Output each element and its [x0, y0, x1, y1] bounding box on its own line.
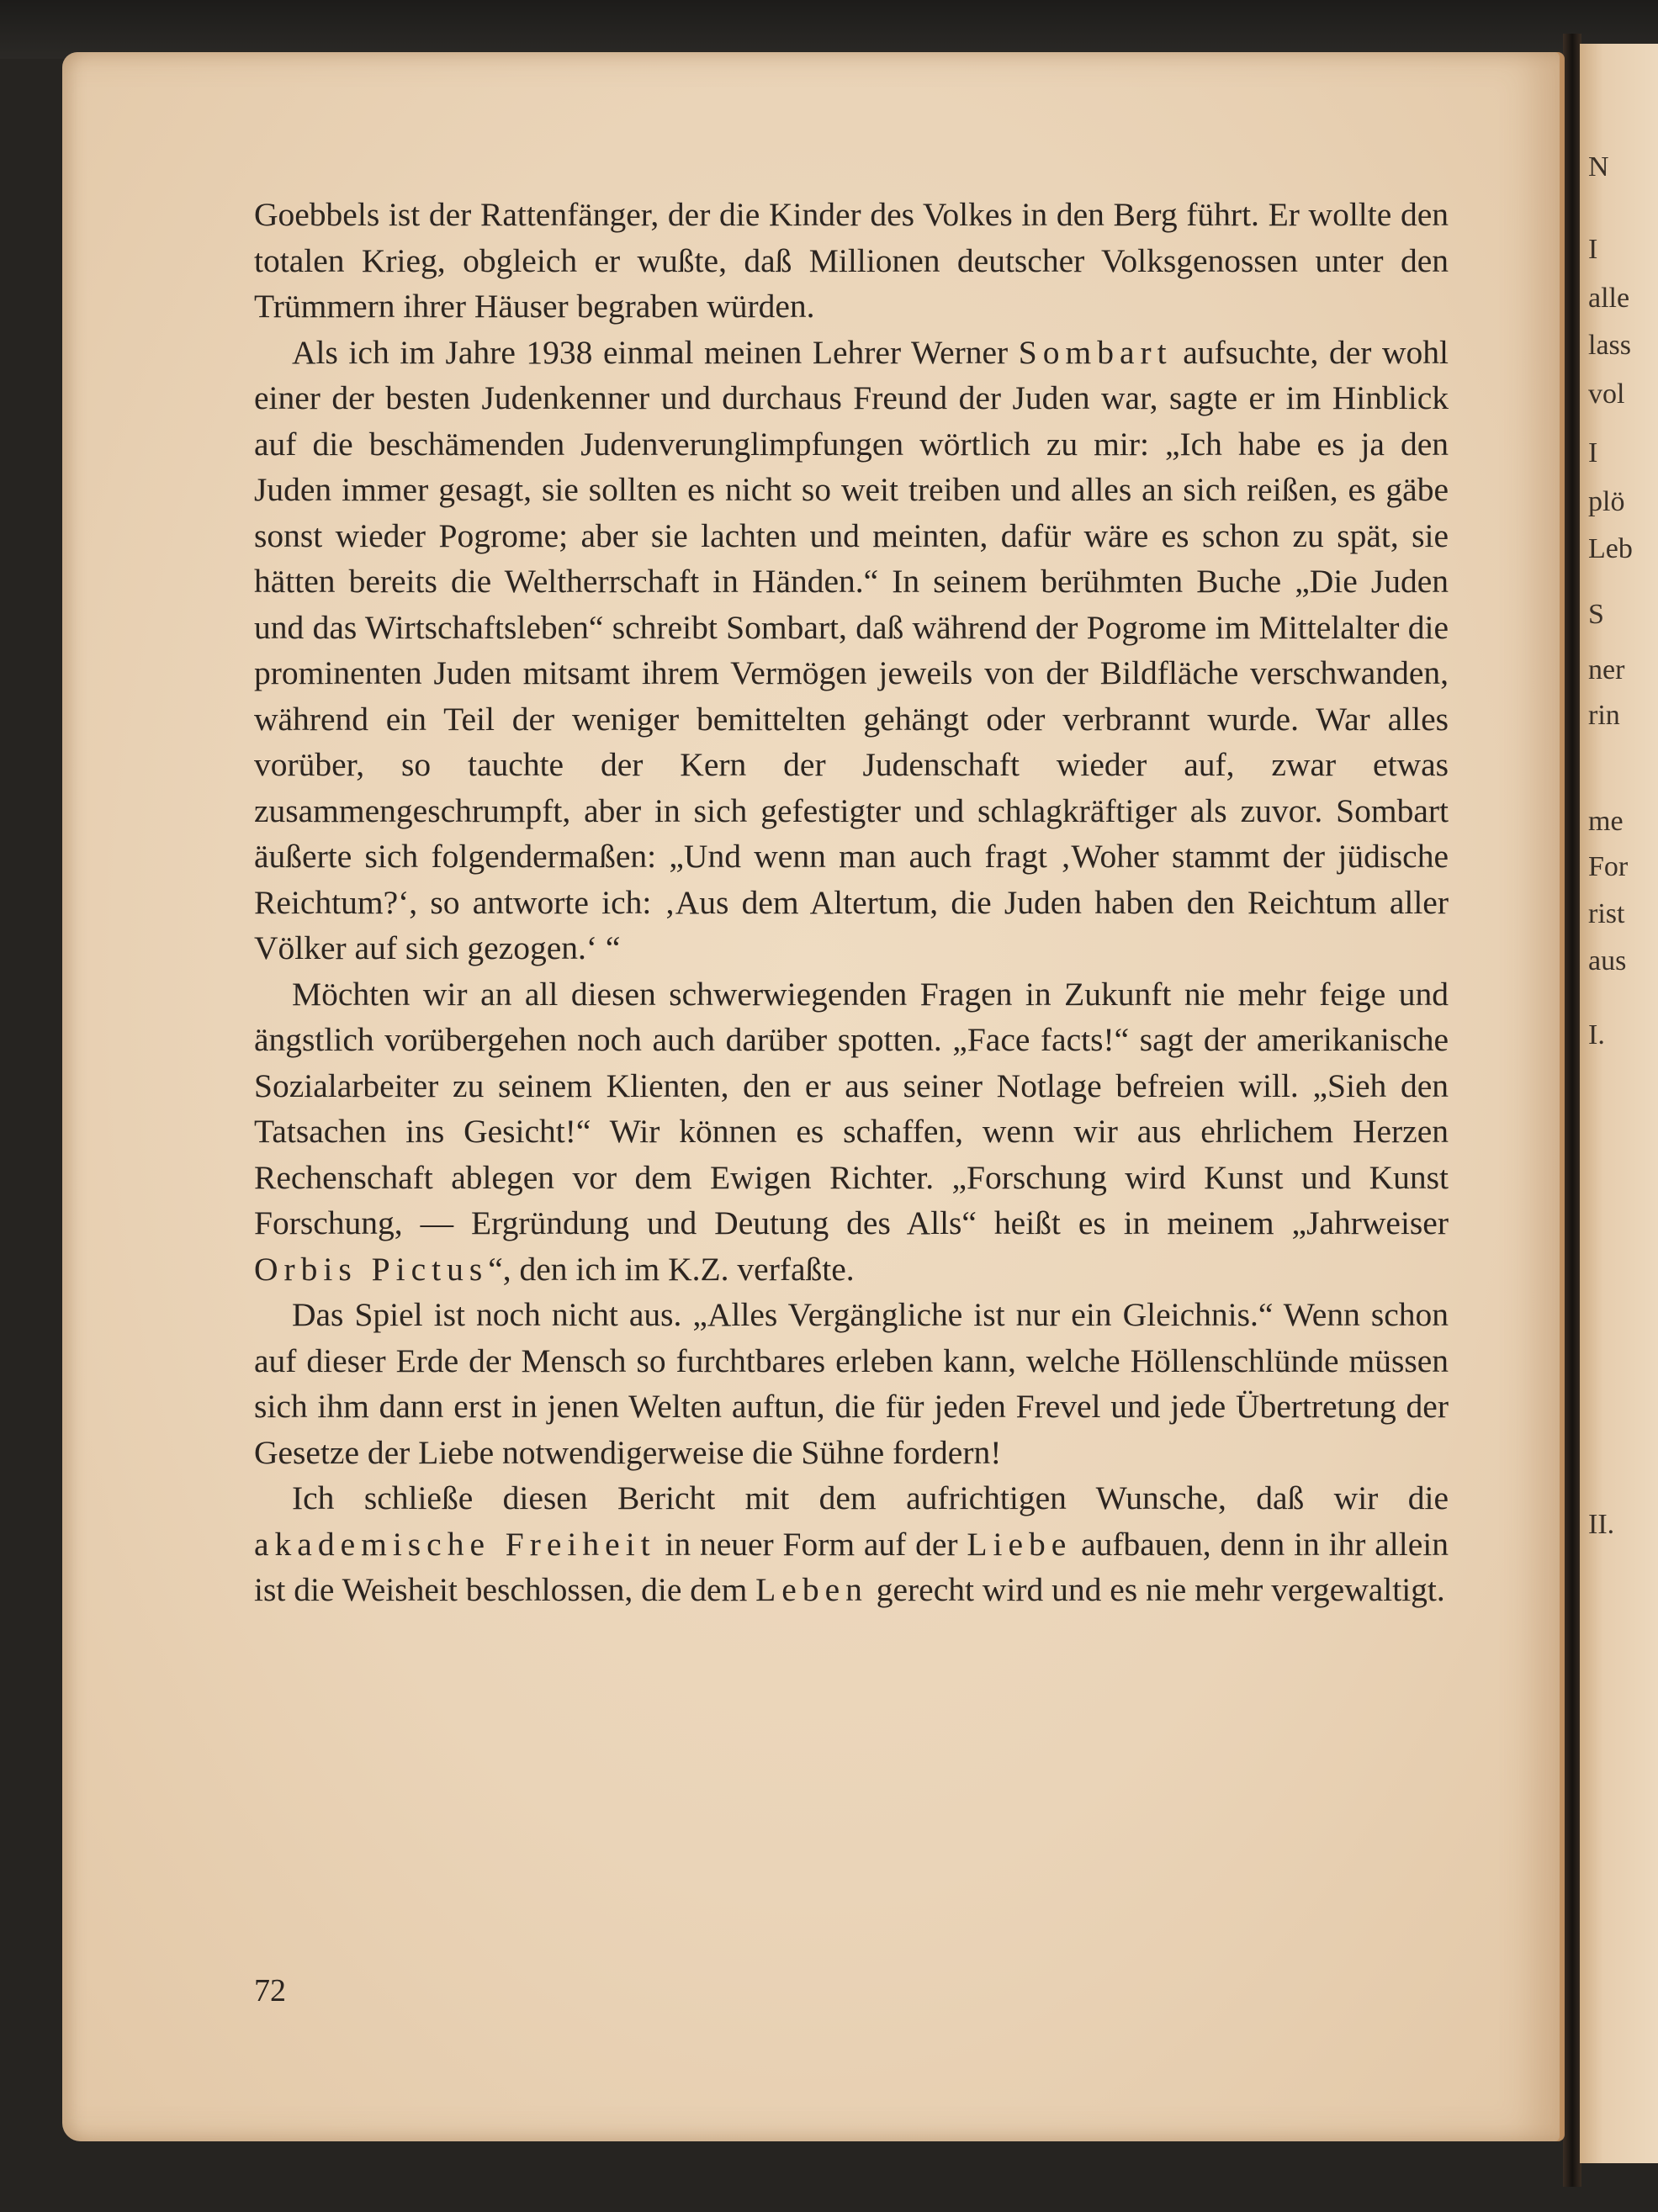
facing-fragment: aus: [1588, 945, 1627, 976]
emphasis-spaced: akademische Freiheit: [254, 1525, 656, 1563]
facing-fragment: I: [1588, 234, 1598, 265]
paragraph-5: Ich schließe diesen Bericht mit dem aufrichtigen Wunsche, daß wir die akademische Freiheit in neuer Form auf der Liebe aufbauen, denn in ihr allein ist die Weisheit beschlossen, die dem Leben gerecht wird und es nie mehr vergewaltigt.: [254, 1479, 1449, 1608]
facing-page-text: [1588, 0, 1658, 2212]
facing-fragment: For: [1588, 851, 1629, 882]
facing-fragment: vol: [1588, 378, 1625, 410]
facing-fragment: Leb: [1588, 533, 1633, 564]
facing-fragment: me: [1588, 806, 1624, 837]
paragraph-4: Das Spiel ist noch nicht aus. „Alles Vergängliche ist nur ein Gleichnis.“ Wenn schon auf dieser Erde der Mensch so furchtbares erleben kann, welche Höllenschlünde müssen sich ihm dann erst in jenen Welten auftun, die für jeden Frevel und jede Übertretung der Gesetze der Liebe notwendigerweise die Sühne fordern!: [254, 1296, 1449, 1471]
facing-fragment: S: [1588, 599, 1604, 630]
facing-fragment: lass: [1588, 330, 1631, 361]
facing-fragment: N: [1588, 151, 1609, 183]
facing-fragment: II.: [1588, 1509, 1615, 1540]
book-gutter: [1563, 34, 1581, 2187]
scan-background: [0, 0, 1658, 59]
paragraph-2: Als ich im Jahre 1938 einmal meinen Lehrer Werner Sombart aufsuchte, der wohl einer der besten Judenkenner und durchaus Freund der Juden war, sagte er im Hinblick auf die beschämenden Judenverunglimpfungen wörtlich zu mir: „Ich habe es ja den Juden immer gesagt, sie sollten es nicht so weit treiben und alles an sich reißen, es gäbe sonst wieder Pogrome; aber sie lachten und meinten, dafür wäre es schon zu spät, sie hätten bereits die Weltherrschaft in Händen.“ In seinem berühmten Buche „Die Juden und das Wirtschaftsleben“ schreibt Sombart, daß während der Pogrome im Mittelalter die prominenten Juden mitsamt ihrem Vermögen jeweils von der Bildfläche verschwanden, während ein Teil der weniger bemittelten gehängt oder verbrannt wurde. War alles vorüber, so tauchte der Kern der Judenschaft wieder auf, zwar etwas zusammengeschrumpft, aber in sich gefestigter und schlagkräftiger als zuvor. Sombart äußerte sich folgendermaßen: „Und wenn man auch fragt ‚Woher stammt der jüdische Reichtum?‘, so antworte ich: ‚Aus dem Altertum, die Juden haben den Reichtum aller Völker auf sich gezogen.‘ “: [254, 333, 1449, 966]
emphasis-spaced: Sombart: [1018, 333, 1173, 371]
facing-fragment: alle: [1588, 283, 1630, 314]
paragraph-1: Goebbels ist der Rattenfänger, der die Kinder des Volkes in den Berg führt. Er wollte den totalen Krieg, obgleich er wußte, daß Millionen deutscher Volksgenossen unter den Trümmern ihrer Häuser begraben würden.: [254, 196, 1449, 325]
page-number: 72: [254, 1973, 286, 2008]
facing-fragment: ner: [1588, 654, 1625, 685]
facing-fragment: plö: [1588, 486, 1625, 517]
facing-fragment: rin: [1588, 700, 1620, 731]
facing-fragment: I: [1588, 437, 1598, 468]
facing-fragment: I.: [1588, 1019, 1605, 1050]
emphasis-spaced: Leben: [755, 1571, 868, 1608]
paragraph-3: Möchten wir an all diesen schwerwiegenden Fragen in Zukunft nie mehr feige und ängstlich vorübergehen noch auch darüber spotten. „Face facts!“ sagt der amerikanische Sozialarbeiter zu seinem Klienten, den er aus seiner Notlage befreien will. „Sieh den Tatsachen ins Gesicht!“ Wir können es schaffen, wenn wir aus ehrlichem Herzen Rechenschaft ablegen vor dem Ewigen Richter. „Forschung wird Kunst und Kunst Forschung, — Ergründung und Deutung des Alls“ heißt es in meinem „Jahrweiser Orbis Pictus“, den ich im K.Z. verfaßte.: [254, 975, 1449, 1288]
page-body: [254, 192, 1449, 1613]
facing-fragment: rist: [1588, 898, 1625, 929]
emphasis-spaced: Liebe: [967, 1525, 1073, 1563]
emphasis-spaced: Orbis Pictus: [254, 1250, 489, 1288]
